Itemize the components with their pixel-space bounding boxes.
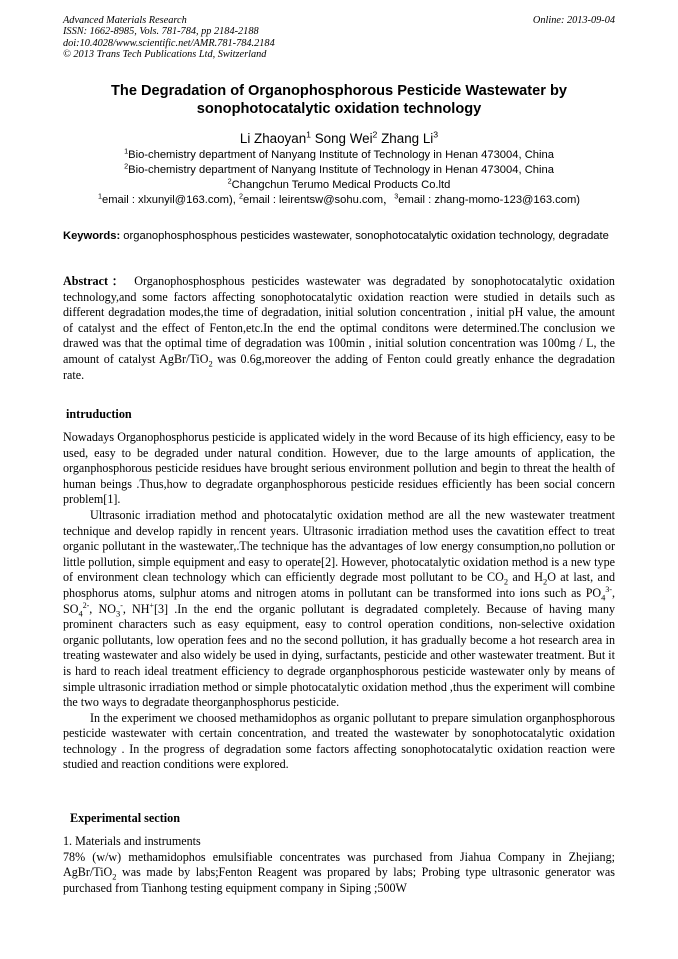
- paragraph: In the experiment we choosed methamidophos as organic pollutant to prepare simulation organphosphorous pesticide wastewater with certain concentration, and treated the wastewater by sonophotocatalytic oxidation technology . In the progress of degradation some factors affecting sonophotocatalytic oxidation reaction were studied and reaction conditions were explored.: [63, 710, 615, 772]
- author-name: Zhang Li: [381, 131, 434, 146]
- author-mark: 3: [433, 129, 439, 140]
- affiliations: [63, 148, 615, 208]
- introduction-body: [63, 430, 615, 773]
- journal-name: Advanced Materials Research: [63, 15, 187, 26]
- author-mark: 1: [306, 129, 311, 140]
- issn: ISSN: 1662-8985, Vols. 781-784, pp 2184-2188: [63, 26, 259, 38]
- text-run: O at last, and phosphorus atoms, sulphur atoms and nitrogen atoms in pollutant can be transformed into ions such as PO: [63, 570, 616, 600]
- title-line-2: sonophotocatalytic oxidation technology: [196, 101, 482, 117]
- email-text: email : zhang-momo-123@163.com): [398, 194, 581, 206]
- doi: doi:10.4028/www.scientific.net/AMR.781-784.2184: [63, 37, 275, 49]
- affiliation-mark: 1: [124, 146, 129, 156]
- email-mark: 3: [394, 191, 399, 201]
- affiliation-mark: 2: [227, 176, 232, 186]
- copyright: © 2013 Trans Tech Publications Ltd, Switzerland: [63, 49, 267, 61]
- email-mark: 1: [97, 191, 102, 201]
- text-run: , SO: [63, 585, 615, 616]
- section-heading-experimental: Experimental section: [70, 811, 181, 825]
- abstract: [63, 274, 615, 383]
- affiliation-mark: 2: [124, 161, 129, 171]
- keywords-text: organophosphosphous pesticides wastewater, sonophotocatalytic oxidation technology, degradate: [120, 230, 609, 242]
- affiliation: [63, 163, 615, 178]
- subsection-heading: 1. Materials and instruments: [63, 834, 201, 848]
- experimental-body: [63, 834, 615, 896]
- affiliation-text: Bio-chemistry department of Nanyang Institute of Technology in Henan 473004, China: [128, 149, 554, 161]
- text-run: , NO: [89, 601, 116, 616]
- section-heading-introduction: intruduction: [66, 407, 132, 421]
- text-run: was made by labs;Fenton Reagent was propared by labs; Probing type ultrasonic generator was purchased from Tianhong testing equipment company in Siping ;500W: [63, 865, 615, 895]
- email-text: email : xlxunyil@163.com),: [102, 194, 239, 206]
- email-text: email : leirentsw@sohu.com，: [243, 194, 395, 206]
- superscript: 3-: [605, 584, 612, 594]
- subscript: 2: [503, 576, 509, 587]
- journal-header: [63, 15, 275, 61]
- abstract-text: Organophosphosphous pesticides wastewater was degradated by sonophotocatalytic oxidation technology,and some factors affecting sonophotocatalytic oxidation reaction were studied in details such as different degradation modes,the time of degradation, initial solution concentration , initial pH value, the amount of catalyst and the effect of Fenton,etc.In the end the optimal conditons were determined.The conclusion we drawed was that the optimal time of degradation was 100min , initial solution concentration was 100mg / L, the amount of catalyst AgBr/TiO: [63, 274, 615, 366]
- affiliation: [63, 148, 615, 163]
- paragraph: Nowadays Organophosphorus pesticide is applicated widely in the word Because of its high efficiency, easy to be used, easy to be degraded under natural condition. However, due to the large amounts of application, the organphosphorous pesticide residues have brought serious environment pollution and begin to threat the health of human beings .Thus,how to degradate organphosphorous pesticide residues efficiently has been social concern problem[1].: [63, 430, 615, 507]
- author-name: Song Wei: [314, 131, 373, 146]
- abstract-text-end: was 0.6g,moreover the adding of Fenton could greatly enhance the degradation rate.: [63, 351, 615, 382]
- text-run: 78% (w/w) methamidophos emulsifiable concentrates was purchased from Jiahua Company in Zhejiang; AgBr/TiO: [63, 849, 615, 880]
- title-line-1: The Degradation of Organophosphorous Pesticide Wastewater by: [111, 83, 567, 99]
- email-mark: 2: [238, 191, 243, 201]
- email-line: [63, 193, 615, 208]
- text-run: , NH: [122, 601, 150, 616]
- keywords: [63, 229, 615, 244]
- author-name: Li Zhaoyan: [239, 131, 307, 146]
- keywords-label: Keywords:: [63, 230, 121, 242]
- paragraph: [63, 508, 615, 711]
- subscript: 4: [601, 592, 606, 603]
- paragraph: [63, 850, 615, 897]
- subscript: 4: [78, 607, 83, 618]
- subscript: 2: [542, 576, 548, 587]
- subscript: 2: [208, 358, 213, 369]
- text-run: [3] .In the end the organic pollutant is degradated completely. Because of having many prominent characters such as easy equipment, easy to control operation conditions, non-selective oxidation organic pollutants, low operation fees and no the second pollution, it has gradually become a hot research area in treating wastewater and also widely be used in dying, surfactants, pesticide and other wastewater treatment. But it is hard to reach ideal treatment efficiency to degrade organphosphorous pesticide wastewater only by means of simple ultrasonic irradiation method or simple photocatalytic oxidation method ,thus the experiment will combine the two ways to degradate theorganphosphorus pesticide.: [63, 601, 616, 710]
- superscript: 2-: [82, 600, 90, 610]
- superscript: -: [120, 600, 123, 610]
- affiliation-text: Bio-chemistry department of Nanyang Institute of Technology in Henan 473004, China: [128, 164, 554, 176]
- author-list: [63, 130, 615, 147]
- text-run: and H: [508, 570, 543, 585]
- subscript: 3: [115, 607, 121, 618]
- abstract-label: Abstract：: [63, 274, 128, 288]
- affiliation-text: Changchun Terumo Medical Products Co.ltd: [231, 179, 451, 191]
- author-mark: 2: [372, 129, 378, 140]
- online-date: Online: 2013-09-04: [532, 15, 615, 26]
- subscript: 2: [112, 871, 117, 882]
- superscript: +: [149, 600, 154, 610]
- affiliation: [63, 178, 615, 193]
- paper-title: [63, 82, 615, 118]
- text-run: Ultrasonic irradiation method and photocatalytic oxidation method are all the new wastewater treatment technique and develop rapidly in rencent years. Ultrasonic irradiation method uses the cavatition effect to treat organic pollutant in the wastewater,.The technique has the advantages of low energy consumption,no pollution or little pollution, simple equipment and easy to operate[2]. However, photocatalytic oxidation method is a new type of environment clean technology which can efficiently degrade most pollutant to be CO: [63, 507, 615, 585]
